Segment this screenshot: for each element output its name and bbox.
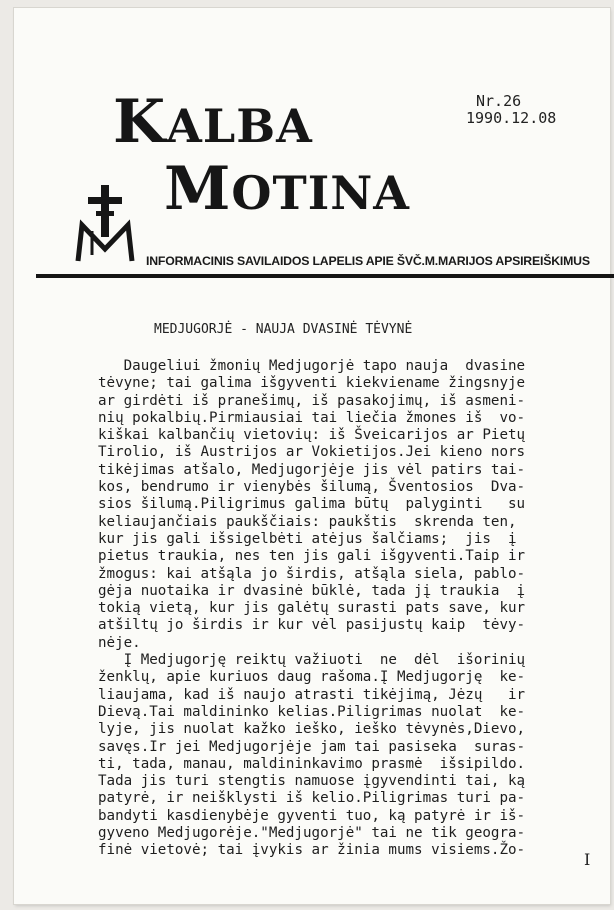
article-body-line: Daugeliui žmonių Medjugorjė tapo nauja dvasine [98,358,526,374]
article-body-line: tėvyne; tai galima išgyventi kiekviename žingsnyje [98,375,526,392]
article-body-line: kos, bendrumo ir vienybės šilumą, Šventosios Dva- [98,479,526,496]
article-body-line: tokią vietą, kur jis galėtų surasti pats save, kur [98,600,526,617]
article-body [98,358,588,860]
masthead-divider [36,274,614,278]
article-title: MEDJUGORJĖ - NAUJA DVASINĖ TĖVYNĖ [154,322,413,337]
article-body-line: Tirolio, iš Austrijos ar Vokietijos.Jei kieno nors [98,444,526,461]
page-number: I [584,850,591,869]
article-body-line: gyveno Medjugorėje."Medjugorjė" tai ne tik geogra- [98,825,526,842]
article-body-line: kiškai kalbančių vietovių: iš Šveicarijos ar Pietų [98,427,526,444]
article-body-line: savęs.Ir jei Medjugorjėje jam tai pasiseka suras- [98,738,526,755]
article-body-line: tikėjimas atšalo, Medjugorjėje jis vėl patirs tai- [98,461,526,478]
article-body-line: žmogus: kai atšąla jo širdis, atšąla siela, pablo- [98,565,526,582]
masthead-title-line2-rest: OTINA [231,166,410,220]
article-body-line: ti, tada, manau, maldininkavimo prasmė išsipildo. [98,755,526,772]
masthead-title-line2-initial: M [164,154,232,224]
masthead-title-line1-rest: ALBA [166,99,313,153]
article-body-line: nėje. [98,634,141,651]
article-body-line: keliaujančiais paukščiais: paukštis skrenda ten, [98,513,517,530]
article-body-line: finė vietovė; tai įvykis ar žinia mums visiems.Žo- [98,842,526,859]
article-body-line: liaujama, kad iš naujo atrasti tikėjimą, Jėzų ir [98,686,526,703]
article-body-line: lyje, jis nuolat kažko ieško, ieško tėvynės,Dievo, [98,721,526,738]
newsletter-page [14,8,610,904]
article-body-line: atšiltų jo širdis ir kur vėl pasijustų kaip tėvy- [98,617,526,634]
issue-number: Nr.26 [476,92,522,110]
article-body-line: Į Medjugorję reiktų važiuoti ne dėl išorinių [98,652,526,669]
masthead-title-line2 [164,154,410,224]
article-body-line: nių pokalbių.Pirmiausiai tai liečia žmones iš vo- [98,409,526,426]
article-body-line: ar girdėti iš pranešimų, iš pasakojimų, iš asmeni- [98,392,526,409]
article-body-line: bandyti kasdienybėje gyventi tuo, ką patyrė ir iš- [98,807,526,824]
article-body-line: Dievą.Tai maldininko kelias.Piligrimas nuolat ke- [98,703,526,720]
article-body-line: kur jis gali išsigelbėti atėjus šalčiams; jis į [98,530,517,547]
article-body-line: patyrė, ir neišklysti iš kelio.Piligrimas turi pa- [98,790,526,807]
cross-and-marian-monogram-icon [74,185,136,265]
masthead-title-line1-initial: K [113,87,167,157]
article-body-line: Tada jis turi stengtis namuose įgyvendinti tai, ką [98,773,526,790]
article-body-line: sios šilumą.Piligrimus galima būtų palyginti su [98,496,526,513]
masthead-title-line1 [113,87,313,157]
article-body-line: ženklų, apie kuriuos daug rašoma.Į Medjugorję ke- [98,669,526,686]
article-body-line: pietus traukia, nes ten jis gali išgyventi.Taip ir [98,548,526,565]
article-body-line: gėja nuotaika ir dvasinė būklė, tada jį traukia į [98,582,526,599]
issue-date: 1990.12.08 [466,109,557,127]
masthead-subtitle: INFORMACINIS SAVILAIDOS LAPELIS APIE ŠVČ.M.MARIJOS APSIREIŠKIMUS [146,254,590,268]
